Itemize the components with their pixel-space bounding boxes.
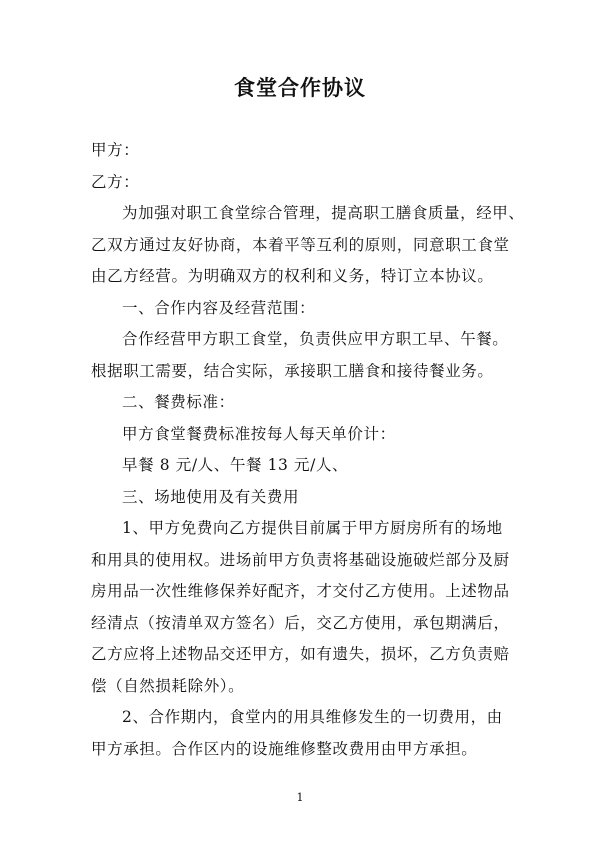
section-2-line-2: 早餐 8 元/人、午餐 13 元/人、	[122, 456, 349, 474]
section-heading-1: 一、合作内容及经营范围：	[122, 298, 316, 317]
preamble-line-1: 为加强对职工食堂综合管理，提高职工膳食质量，经甲、	[122, 204, 525, 222]
page-number: 1	[296, 791, 304, 804]
clause-1-line-1: 1、甲方免费向乙方提供目前属于甲方厨房所有的场地	[122, 519, 503, 537]
clause-1-line-5: 乙方应将上述物品交还甲方，如有遗失，损坏，乙方负责赔	[91, 645, 510, 663]
section-2-line-1: 甲方食堂餐费标准按每人每天单价计：	[122, 424, 396, 443]
clause-1-line-3: 房用品一次性维修保养好配齐，才交付乙方使用。上述物品	[91, 582, 510, 600]
section-1-line-1: 合作经营甲方职工食堂，负责供应甲方职工早、午餐。	[122, 330, 509, 348]
section-heading-2: 二、餐费标准：	[122, 393, 235, 411]
party-a-line: 甲方：	[91, 141, 140, 159]
clause-1-line-2: 和用具的使用权。进场前甲方负责将基础设施破烂部分及厨	[91, 550, 510, 569]
document-title: 食堂合作协议	[234, 75, 366, 100]
clause-2-line-2: 甲方承担。合作区内的设施维修整改费用由甲方承担。	[91, 739, 478, 758]
clause-1-line-6: 偿（自然损耗除外）。	[91, 676, 245, 695]
party-b-line: 乙方：	[91, 172, 140, 191]
clause-1-line-4: 经清点（按清单双方签名）后，交乙方使用，承包期满后，	[91, 613, 510, 632]
section-1-line-2: 根据职工需要，结合实际，承接职工膳食和接待餐业务。	[91, 361, 494, 380]
preamble-line-2: 乙双方通过友好协商，本着平等互利的原则，同意职工食堂	[91, 235, 510, 254]
section-heading-3: 三、场地使用及有关费用	[122, 487, 300, 506]
preamble-line-3: 由乙方经营。为明确双方的权利和义务，特订立本协议。	[91, 267, 494, 285]
clause-2-line-1: 2、合作期内，食堂内的用具维修发生的一切费用，由	[122, 708, 503, 726]
document-body	[91, 135, 525, 765]
